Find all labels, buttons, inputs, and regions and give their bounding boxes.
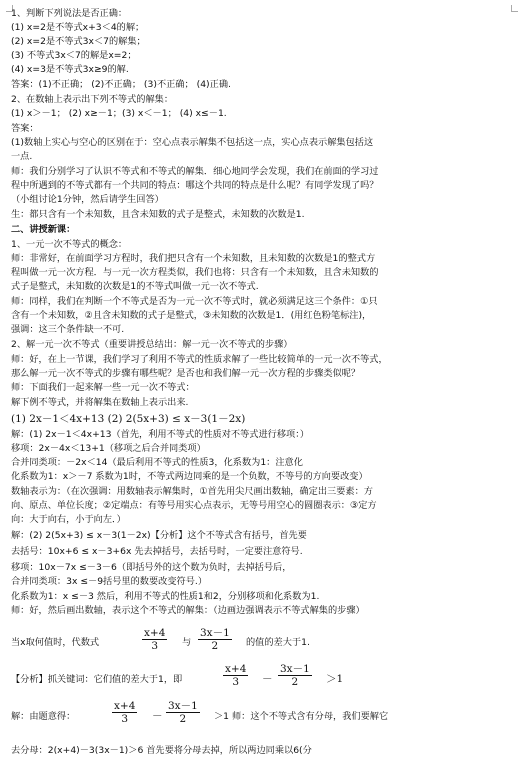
text-line: 移项：2x－4x＜13+1（移项之后合并同类项） bbox=[11, 443, 206, 454]
text-line: (1)数轴上实心与空心的区别在于：空心点表示解集不包括这一点，实心点表示解集包括这 bbox=[11, 137, 374, 148]
text-line: 师：非常好，在前面学习方程时，我们把只含有一个未知数，且未知数的次数是1的整式方 bbox=[11, 253, 376, 264]
text-line: (1) x＞－1； (2) x≥－1；(3) x＜－1； (4) x≤－1. bbox=[11, 108, 227, 119]
text-line: （小组讨论1分钟，然后请学生回答） bbox=[11, 194, 164, 205]
text-line: 解下例不等式，并将解集在数轴上表示出来. bbox=[11, 397, 189, 408]
eq2-prefix: 【分析】抓关键词：它们值的差大于1，即 bbox=[11, 674, 183, 685]
text-line: 合并同类项：3x ≤－9括号里的数要改变符号.） bbox=[11, 576, 208, 587]
fraction-b-denominator: 2 bbox=[211, 640, 219, 652]
text-line: 答案： bbox=[11, 123, 39, 134]
text-line: 向、原点、单位长度；②定端点：有等号用实心点表示，无等号用空心的圆圈表示：③定方 bbox=[11, 500, 377, 511]
eq2-suffix: ＞1 bbox=[326, 673, 344, 685]
eq1-mid: 与 bbox=[182, 637, 192, 648]
fraction-b-2 bbox=[278, 663, 312, 688]
text-line: (1) x=2是不等式x+3＜4的解； bbox=[11, 22, 145, 33]
eq3-minus: － bbox=[152, 710, 163, 722]
text-line: 1、一元一次不等式的概念： bbox=[11, 239, 128, 250]
fraction-b-denominator: 2 bbox=[179, 713, 187, 725]
fraction-a-2 bbox=[223, 663, 248, 688]
text-line: 去括号：10x+6 ≤ x－3+6x 先去掉括号，去括号时，一定要注意符号. bbox=[11, 546, 303, 557]
text-line: 师：同样，我们在判断一个不等式是否为一元一次不等式时，就必须满足这三个条件：①只 bbox=[11, 296, 378, 307]
eq3-prefix: 解：由题意得： bbox=[11, 711, 76, 722]
text-line: 移项：10x－7x ≤－3－6（即括号外的这个数为负时，去掉括号后， bbox=[11, 562, 292, 573]
fraction-a-denominator: 3 bbox=[151, 640, 159, 652]
text-line: 师：好，然后画出数轴，表示这个不等式的解集：（边画边强调表示不等式解集的步骤） bbox=[11, 605, 365, 616]
eq4-line: 去分母：2(x+4)－3(3x－1)＞6 首先要将分母去掉，所以两边同乘以6(分 bbox=[11, 745, 312, 756]
text-line: 师：我们分别学习了认识不等式和不等式的解集．细心地同学会发现，我们在前面的学习过 bbox=[11, 166, 379, 177]
fraction-a-denominator: 3 bbox=[121, 713, 129, 725]
text-line: 师：好，在上一节课，我们学习了利用不等式的性质求解了一些比较简单的一元一次不等式， bbox=[11, 354, 388, 365]
fraction-b-numerator: 3x－1 bbox=[200, 627, 230, 639]
text-line: 2、在数轴上表示出下列不等式的解集： bbox=[11, 94, 174, 105]
fraction-b-numerator: 3x－1 bbox=[280, 663, 310, 675]
text-line: 含有一个未知数，②且含未知数的式子是整式，③未知数的次数是1．(用红色粉笔标注)， bbox=[11, 310, 372, 321]
fraction-b-3 bbox=[166, 700, 200, 725]
text-line: (1) 2x－1＜4x+13 (2) 2(5x+3) ≤ x－3(1－2x) bbox=[11, 413, 246, 425]
eq1-suffix: 的值的差大于1. bbox=[246, 637, 310, 648]
text-line: 解：(1) 2x－1＜4x+13（首先，利用不等式的性质对不等式进行移项：） bbox=[11, 429, 310, 440]
text-line: 生：都只含有一个未知数，且含未知数的式子是整式，未知数的次数是1. bbox=[11, 209, 305, 220]
fraction-a-numerator: x+4 bbox=[225, 663, 247, 675]
fraction-b-denominator: 2 bbox=[291, 676, 299, 688]
text-line: 一点. bbox=[11, 151, 33, 162]
fraction-a-numerator: x+4 bbox=[144, 627, 166, 639]
text-line: 程中所遇到的不等式都有一个共同的特点：哪这个共同的特点是什么呢？有同学发现了吗？ bbox=[11, 180, 379, 191]
text-line: 答案：(1)不正确； (2)不正确； (3)不正确； (4)正确. bbox=[11, 79, 231, 90]
text-line: 二、讲授新课： bbox=[11, 224, 76, 235]
text-line: 那么解一元一次不等式的步骤有哪些呢？是否也和我们解一元一次方程的步骤类似呢？ bbox=[11, 368, 361, 379]
eq1-prefix: 当x取何值时，代数式 bbox=[11, 637, 100, 648]
text-line: (3) 不等式3x＜7的解是x=2； bbox=[11, 50, 137, 61]
text-line: 化系数为1：x ≤－3 然后，利用不等式的性质1和2，分别移项和化系数为1. bbox=[11, 591, 320, 602]
text-line: (4) x=3是不等式3x≥9的解. bbox=[11, 64, 129, 75]
text-line: 强调：这三个条件缺一不可. bbox=[11, 324, 125, 335]
eq2-minus: － bbox=[262, 673, 273, 685]
text-line: 化系数为1：x＞－7 系数为1时，不等式两边同乘的是一个负数，不等号的方向要改变） bbox=[11, 471, 368, 482]
text-line: 1、判断下列说法是否正确： bbox=[11, 8, 128, 19]
text-line: (2) x=2是不等式3x＜7的解集； bbox=[11, 36, 146, 47]
fraction-a-numerator: x+4 bbox=[114, 700, 136, 712]
fraction-a-3 bbox=[112, 700, 137, 725]
text-line: 解：(2) 2(5x+3) ≤ x－3(1－2x)【分析】这个不等式含有括号，首先要 bbox=[11, 530, 307, 541]
text-line: 程叫做一元一次方程．与一元一次方程类似，我们也将：只含有一个未知数，且含未知数的 bbox=[11, 267, 379, 278]
text-line: 式子是整式，未知数的次数是1的不等式叫做一元一次不等式. bbox=[11, 281, 259, 292]
text-line: 向：大于向右，小于向左．） bbox=[11, 514, 126, 525]
text-line: 2、解一元一次不等式（重要讲授总结出：解一元一次不等式的步骤） bbox=[11, 339, 293, 350]
fraction-a bbox=[142, 627, 167, 652]
text-line: 数轴表示为：（在次强调：用数轴表示解集时，①首先用尖尺画出数轴，确定出三要素：方 bbox=[11, 486, 373, 497]
fraction-b bbox=[198, 627, 232, 652]
fraction-a-denominator: 3 bbox=[232, 676, 240, 688]
text-line: 合并同类项：－2x＜14（最后利用不等式的性质3，化系数为1：注意化 bbox=[11, 457, 303, 468]
fraction-b-numerator: 3x－1 bbox=[168, 700, 198, 712]
eq3-suffix: ＞1 师：这个不等式含有分母，我们要解它 bbox=[214, 711, 389, 722]
text-line: 师：下面我们一起来解一些一元一次不等式： bbox=[11, 382, 195, 393]
